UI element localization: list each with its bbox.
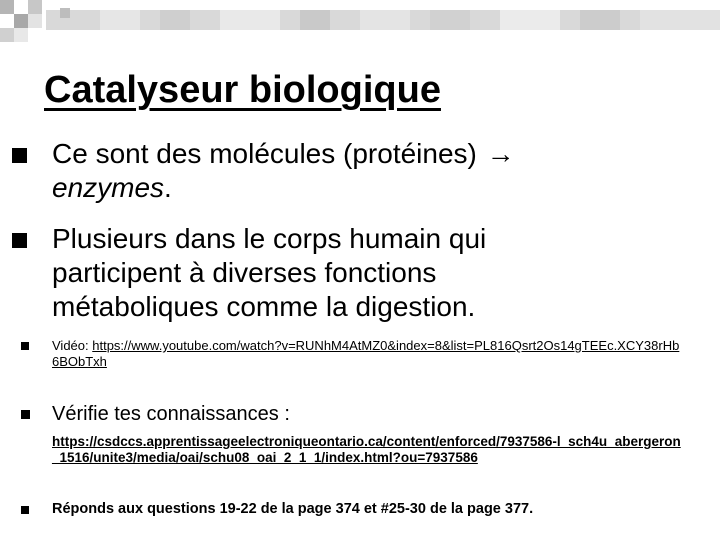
video-link[interactable]: https://www.youtube.com/watch?v=RUNhM4AtMZ0&index=8&list=PL816Qsrt2Os14gTEEc.XCY38rHb6BObTxh [52,338,680,369]
bullet-item-questions [52,500,692,518]
video-label: Vidéo: [52,338,93,353]
bullet-item-corps [52,222,572,324]
square-bullet-icon [21,506,29,514]
square-bullet-icon [12,233,27,248]
square-bullet-icon [21,342,29,350]
square-bullet-icon [12,148,27,163]
bullet-item-video [52,338,680,370]
square-bullet-icon [21,410,30,419]
slide-title: Catalyseur biologique [44,69,441,111]
item-text: Réponds aux questions 19-22 de la page 374 et #25-30 de la page 377. [52,501,534,517]
bullet-item-quiz [52,402,682,466]
item-text: Vérifie tes connaissances : [52,403,290,425]
item-text-end: . [164,172,172,203]
arrow-right-icon: → [486,138,515,169]
quiz-link[interactable]: https://csdccs.apprentissageelectroniqueontario.ca/content/enforced/7937586-l_sch4u_abergeron_1516/unite3/media/oai/schu08_oai_2_1_1/index.html?ou=7937586 [52,434,681,465]
header-decoration [0,0,720,60]
bullet-item-enzymes [52,137,692,205]
item-text: Plusieurs dans le corps humain qui participent à diverses fonctions métaboliques comme la digestion. [52,223,487,322]
item-text: Ce sont des molécules (protéines) [52,138,485,169]
item-italic-text: enzymes [52,172,165,203]
